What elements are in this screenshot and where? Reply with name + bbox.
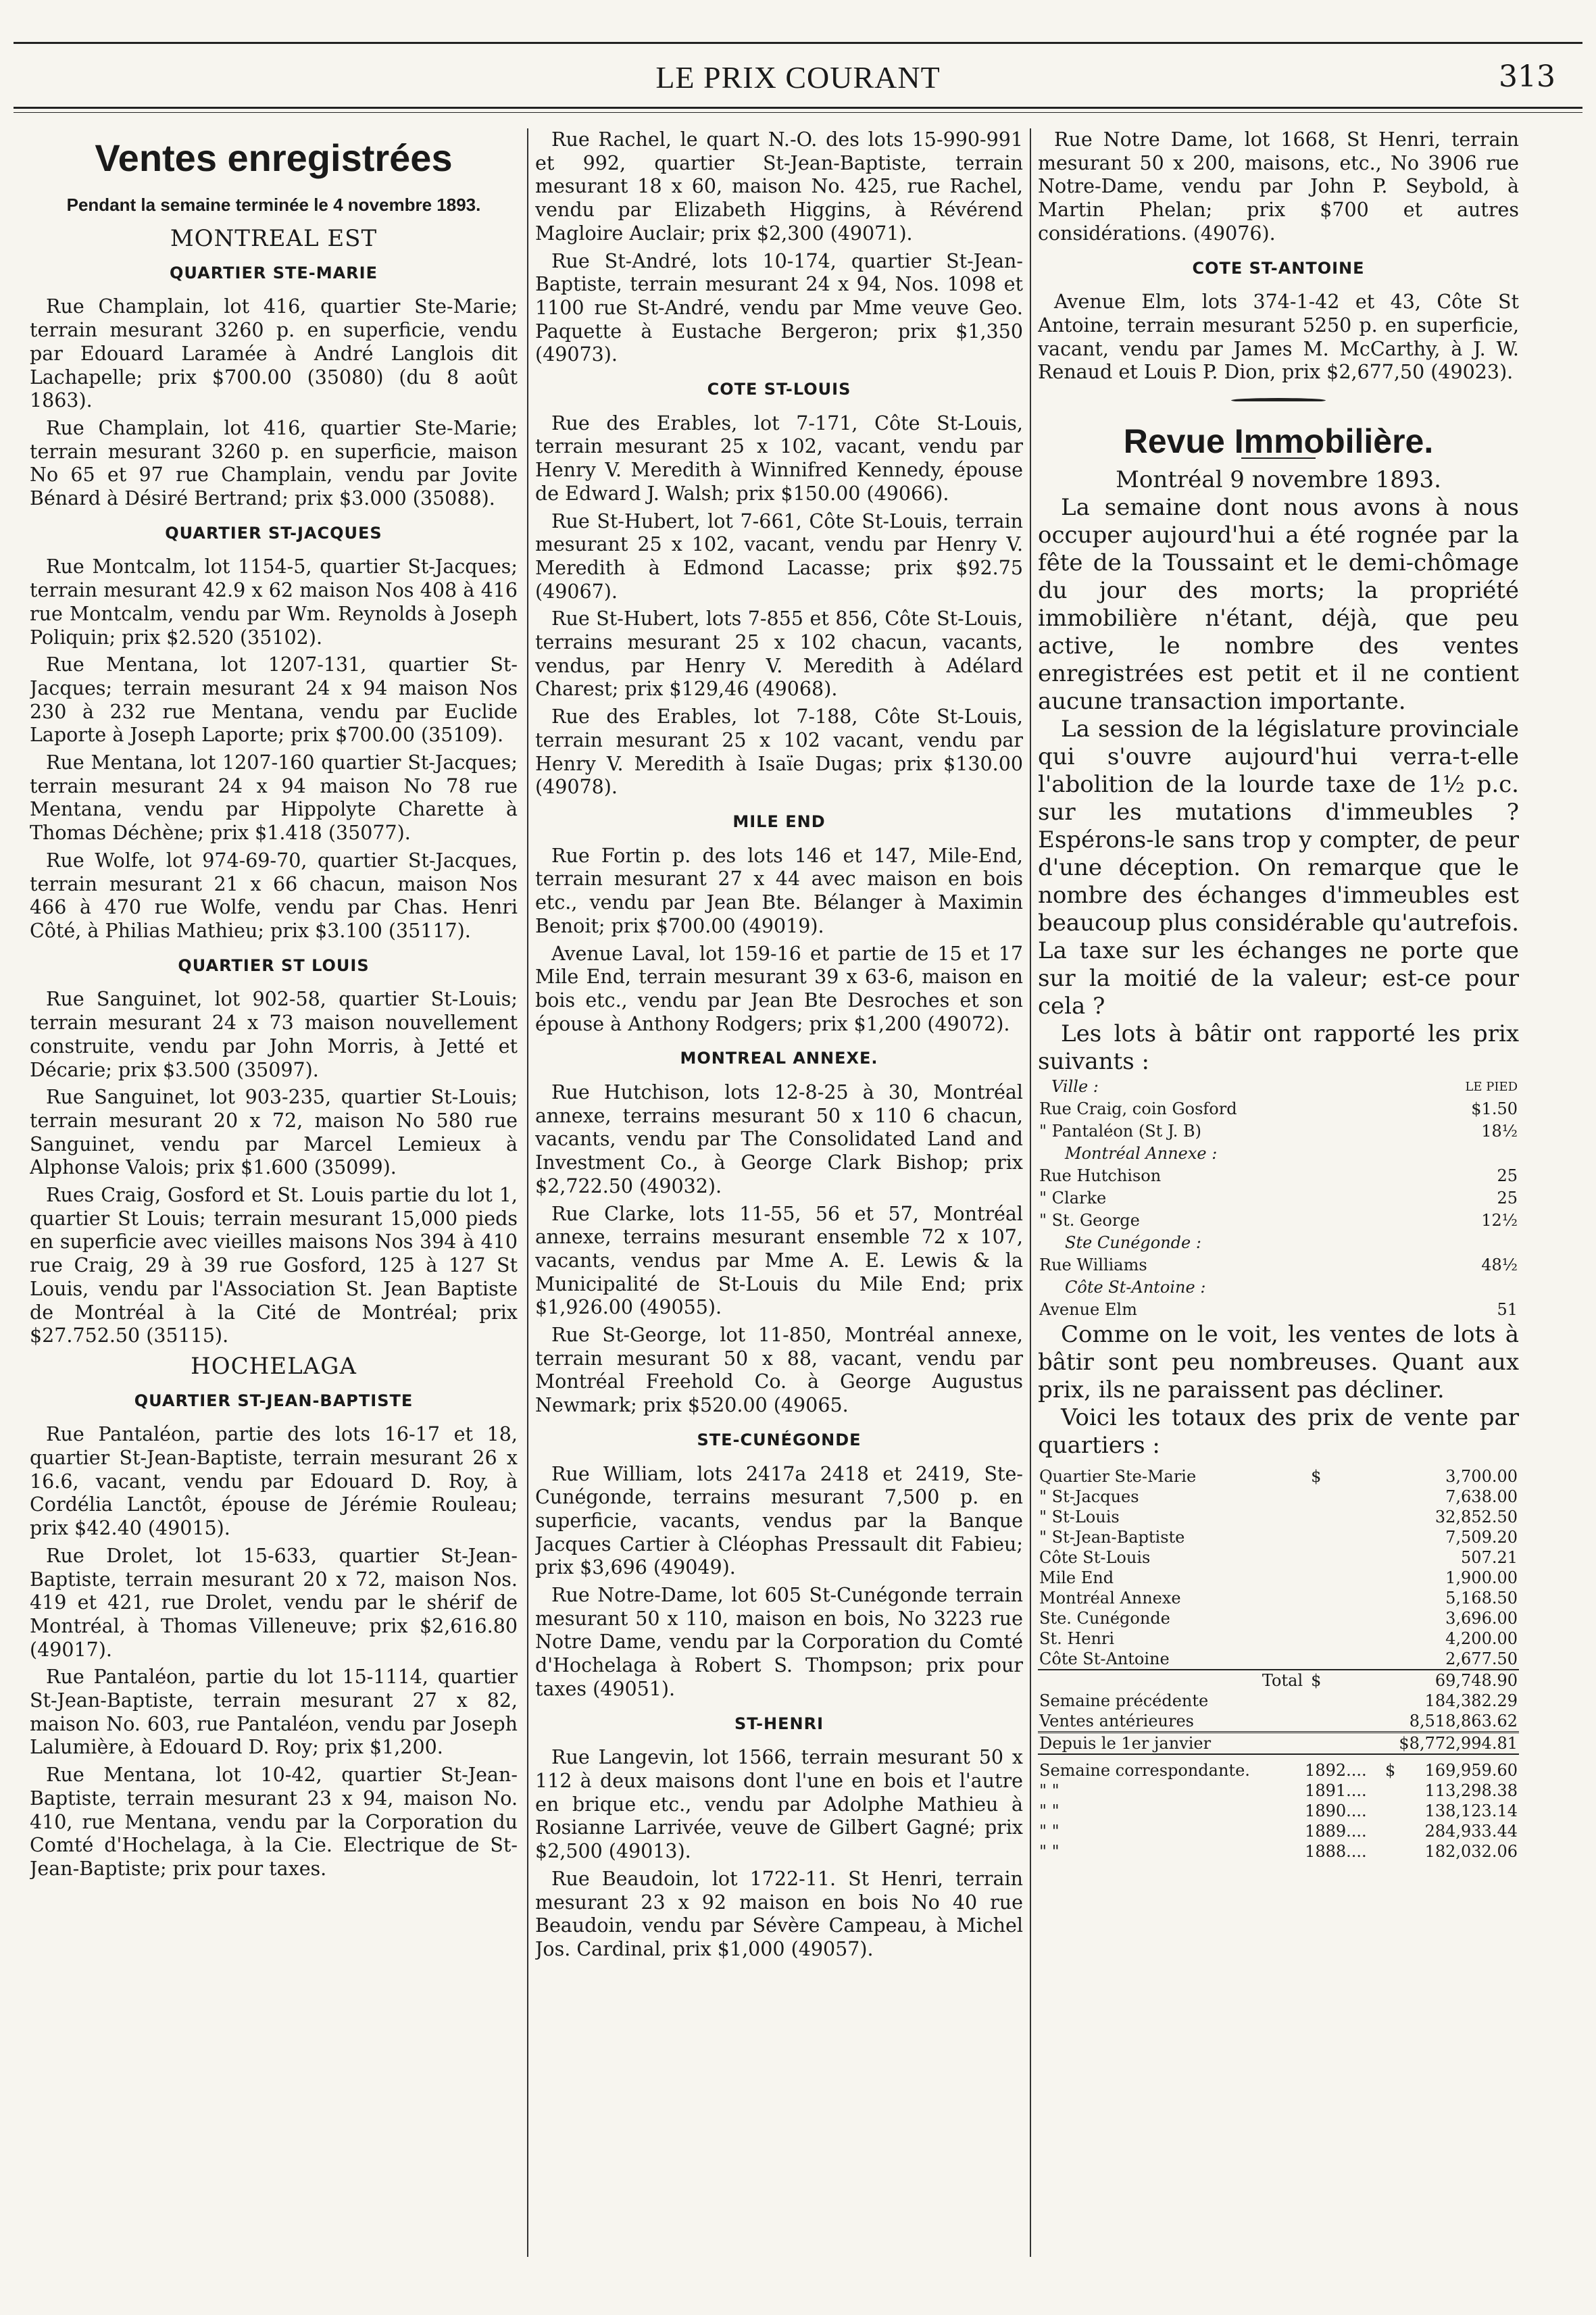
price-value: 51 [1497,1300,1518,1320]
price-row [1038,1165,1519,1187]
district-label: Côte St-Antoine [1039,1649,1170,1669]
sale-entry: Rue des Erables, lot 7-188, Côte St-Louis, terrain mesurant 25 x 102 vacant, vendu par Henry V. Meredith à Isaïe Dugas; prix $130.00 (49078). [535,705,1023,799]
currency [1384,1781,1400,1801]
district-value: 3,696.00 [1445,1609,1518,1628]
previous-value: 8,518,863.62 [1409,1712,1518,1731]
sale-entry: Rue Sanguinet, lot 903-235, quartier St-Louis; terrain mesurant 20 x 72, maison No 580 rue Sanguinet, vendu par Marcel Lemieux à Alphonse Valois; prix $1.600 (35099). [30,1086,518,1179]
column-divider [527,128,528,2257]
previous-label: Semaine précédente [1039,1691,1209,1711]
totals-table [1038,1466,1519,1755]
district-label: St. Henri [1039,1629,1115,1649]
district-value: 7,509.20 [1445,1528,1518,1547]
district-total-row [1038,1628,1519,1649]
quarter-heading: QUARTIER ST LOUIS [178,955,370,975]
year: 1891.... [1305,1781,1367,1801]
district-total-row [1038,1547,1519,1568]
previous-row [1038,1691,1519,1711]
table-header: Ville : [1051,1077,1099,1097]
district-value: 3,700.00 [1445,1467,1518,1487]
total-value: 69,748.90 [1330,1670,1519,1691]
article-paragraph: Voici les totaux des prix de vente par quartiers : [1038,1404,1519,1460]
district-total-row [1038,1466,1519,1487]
price-label: Rue Williams [1039,1255,1147,1275]
table-header: LE PIED [1465,1080,1518,1095]
sale-entry: Rue Beaudoin, lot 1722-11. St Henri, terrain mesurant 23 x 92 maison en bois No 40 rue Beaudoin, vendu par Sévère Campeau, à Michel Jos. Cardinal, prix $1,000 (49057). [535,1867,1023,1960]
entry-list [30,1423,518,1881]
sale-entry: Rue St-George, lot 11-850, Montréal annexe, terrain mesurant 50 x 88, vacant, vendu par Montréal Freehold Co. à George Augustus Newmark; prix $520.00 (49065. [535,1324,1023,1417]
price-value: 25 [1497,1166,1518,1186]
sale-entry: Rue William, lots 2417a 2418 et 2419, Ste-Cunégonde, terrains mesurant 7,500 p. en superficie, vacants, vendus par la Banque Jacques Cartier à Cléophas Pressault dit Fabieu; prix $3,696 (49049). [535,1462,1023,1579]
entry-list [30,988,518,1348]
sale-entry: Rue Fortin p. des lots 146 et 147, Mile-End, terrain mesurant 27 x 44 avec maison en bois etc., vendu par Jean Bte. Bélanger à Maximin Benoit; prix $700.00 (49019). [535,844,1023,937]
currency: $ [1310,1670,1330,1691]
entry-list [535,1081,1023,1418]
since-value: $8,772,994.81 [1330,1733,1519,1755]
district-total-row [1038,1507,1519,1527]
district-heading: COTE ST-LOUIS [707,380,851,399]
corresponding-value: 182,032.06 [1424,1842,1518,1862]
previous-value: 184,382.29 [1424,1691,1518,1711]
sale-entry: Rue Hutchison, lots 12-8-25 à 30, Montréal annexe, terrains mesurant 50 x 110 6 chacun, vacants, vendu par The Consolidated Land and Investment Co., à George Clark Bishop; prix $2,722.50 (49032). [535,1081,1023,1197]
corresponding-row [1038,1781,1519,1801]
column-1 [30,128,518,2264]
district-value: 1,900.00 [1445,1568,1518,1588]
currency [1310,1649,1330,1670]
corresponding-value: 284,933.44 [1424,1822,1518,1841]
district-total-row [1038,1608,1519,1628]
price-value [1415,1276,1519,1299]
sale-entry: Rue Langevin, lot 1566, terrain mesurant 50 x 112 à deux maisons dont l'une en bois et l'autre en brique etc., vendu par Adolphe Mathieu à Rosianne Larrivée, veuve de Gilbert Gagné; prix $2,500 (49013). [535,1746,1023,1863]
price-value: 48½ [1481,1255,1518,1275]
corresponding-row [1038,1760,1519,1781]
price-label: Montréal Annexe : [1065,1144,1218,1164]
sale-entry: Rue St-Hubert, lots 7-855 et 856, Côte St-Louis, terrains mesurant 25 x 102 chacun, vacants, vendus, par Henry V. Meredith à Adélard Charest; prix $129,46 (49068). [535,607,1023,701]
column-divider [1030,128,1031,2257]
district-label: Montréal Annexe [1039,1589,1181,1608]
price-label: " Pantaléon (St J. B) [1039,1122,1201,1141]
sale-entry: Rue Pantaléon, partie des lots 16-17 et 18, quartier St-Jean-Baptiste, terrain mesurant 26 x 16.6, vacant, vendu par Edouard D. Roy, à Cordélia Lanctôt, épouse de Jérémie Rouleau; prix $42.40 (49015). [30,1423,518,1540]
corresponding-value: 169,959.60 [1424,1761,1518,1781]
header-rule [14,107,1582,109]
entry-list [535,1463,1023,1701]
price-row [1038,1276,1519,1299]
lot-prices-table [1038,1076,1519,1321]
price-row [1038,1143,1519,1165]
district-label: Côte St-Louis [1039,1548,1151,1568]
total-row [1038,1670,1519,1691]
price-value [1415,1232,1519,1254]
corresponding-label: Semaine correspondante. [1039,1761,1250,1781]
price-label: Rue Hutchison [1039,1166,1162,1186]
sale-entry: Rue Clarke, lots 11-55, 56 et 57, Montréal annexe, terrains mesurant ensemble 72 x 107, vacants, vendus par Mme A. E. Lewis & la Municipalité de St-Louis du Mile End; prix $1,926.00 (49055). [535,1202,1023,1319]
sale-entry: Rue Pantaléon, partie du lot 15-1114, quartier St-Jean-Baptiste, terrain mesurant 27 x 82, maison No. 603, rue Pantaléon, vendu par Joseph Lalumière, à Edouard D. Roy; prix $1,200. [30,1666,518,1759]
article-paragraph: La session de la législature provinciale qui s'ouvre aujourd'hui verra-t-elle l'abolition de la lourde taxe de 1½ p.c. sur les mutations d'immeubles ? Espérons-le sans trop y compter, de peur d'une déception. On remarque que le nombre des échanges d'immeubles est beaucoup plus considérable qu'autrefois. La taxe sur les échanges ne porte que sur la moitié de la valeur; est-ce pour cela ? [1038,716,1519,1020]
entry-list [30,295,518,510]
section-heading: HOCHELAGA [191,1352,357,1380]
sale-entry: Rue Drolet, lot 15-633, quartier St-Jean-Baptiste, terrain mesurant 20 x 72, maison Nos. 419 et 421, rue Drolet, vendu par le shérif de Montréal, à Thomas Villeneuve; prix $2,616.80 (49017). [30,1544,518,1661]
total-label: Total [1038,1670,1310,1691]
price-label: " Clarke [1039,1189,1107,1208]
sale-entry: Rues Craig, Gosford et St. Louis partie du lot 1, quartier St Louis; terrain mesurant 15,000 pieds en superficie avec vieilles maisons Nos 394 à 410 rue Craig, 29 à 39 rue Gosford, 125 à 127 St Louis, vendu par l'Association St. Jean Baptiste de Montréal à la Cité de Montréal; prix $27.752.50 (35115). [30,1184,518,1347]
quarter-heading: QUARTIER ST-JEAN-BAPTISTE [134,1391,414,1410]
sale-entry: Rue Rachel, le quart N.-O. des lots 15-990-991 et 992, quartier St-Jean-Baptiste, terrain mesurant 18 x 60, maison No. 425, rue Rachel, vendu par Elizabeth Higgins, à Révérend Magloire Auclair; prix $2,300 (49071). [535,128,1023,245]
price-row [1038,1254,1519,1276]
lot-prices-body [1038,1098,1519,1321]
article-paragraph: Les lots à bâtir ont rapporté les prix suivants : [1038,1020,1519,1076]
district-heading: MONTREAL ANNEXE. [680,1049,878,1068]
price-row [1038,1120,1519,1143]
section-heading: MONTREAL EST [170,225,378,252]
district-heading: ST-HENRI [734,1714,824,1733]
price-row [1038,1232,1519,1254]
price-label: Ste Cunégonde : [1065,1233,1201,1253]
price-label: Côte St-Antoine : [1065,1278,1206,1297]
since-january-row [1038,1733,1519,1755]
district-value: 507.21 [1461,1548,1518,1568]
district-total-row [1038,1588,1519,1608]
sale-entry: Rue Mentana, lot 1207-131, quartier St-Jacques; terrain mesurant 24 x 94 maison Nos 230 à 232 rue Mentana, vendu par Euclide Laporte à Joseph Laporte; prix $700.00 (35109). [30,653,518,747]
price-value: 18½ [1481,1122,1518,1141]
spacer [1310,1691,1330,1711]
column-3 [1038,128,1519,2264]
district-label: " St-Louis [1039,1508,1120,1527]
sale-entry: Rue Wolfe, lot 974-69-70, quartier St-Jacques, terrain mesurant 21 x 66 chacun, maison Nos 466 à 470 rue Wolfe, vendu par Chas. Henri Côté, à Philias Mathieu; prix $3.100 (35117). [30,849,518,942]
column-2 [535,128,1023,2264]
corresponding-label: " " [1039,1842,1059,1862]
district-label: Quartier Ste-Marie [1039,1467,1197,1487]
previous-row [1038,1711,1519,1733]
district-heading: MILE END [732,812,826,831]
sale-entry: Avenue Elm, lots 374-1-42 et 43, Côte St Antoine, terrain mesurant 5250 p. en superficie, vacant, vendu par James M. McCarthy, à J. W. Renaud et Louis P. Dion, prix $2,677,50 (49023). [1038,291,1519,384]
corresponding-label: " " [1039,1801,1059,1821]
currency [1384,1801,1400,1821]
entry-list [535,845,1023,1037]
corresponding-body [1038,1760,1519,1862]
top-border [14,42,1582,44]
district-value: 5,168.50 [1445,1589,1518,1608]
price-row [1038,1187,1519,1210]
price-label: " St. George [1039,1211,1140,1230]
price-value: 12½ [1481,1211,1518,1230]
sale-entry: Rue Notre-Dame, lot 605 St-Cunégonde terrain mesurant 50 x 110, maison en bois, No 3223 rue Notre Dame, vendu par la Corporation du Comté d'Hochelaga à Robert S. Thompson; prix pour taxes (49051). [535,1584,1023,1700]
currency [1310,1568,1330,1588]
currency: $ [1385,1761,1396,1781]
quarter-heading: QUARTIER STE-MARIE [170,263,378,282]
page-number: 313 [1499,59,1555,94]
corresponding-label: " " [1039,1822,1059,1841]
district-label: " St-Jacques [1039,1487,1139,1507]
previous-label: Ventes antérieures [1039,1712,1194,1731]
district-total-row [1038,1527,1519,1547]
district-value: 2,677.50 [1445,1649,1518,1669]
district-total-row [1038,1568,1519,1588]
sale-entry: Rue Mentana, lot 1207-160 quartier St-Jacques; terrain mesurant 24 x 94 maison No 78 rue Mentana, vendu par Hippolyte Charette à Thomas Déchène; prix $1.418 (35077). [30,751,518,845]
sale-entry: Rue Champlain, lot 416, quartier Ste-Marie; terrain mesurant 3260 p. en superficie, vendu par Edouard Laramée à André Langlois dit Lachapelle; prix $700.00 (35080) (du 8 août 1863). [30,295,518,412]
currency [1310,1547,1330,1568]
price-value [1415,1143,1519,1165]
sale-entry: Rue Champlain, lot 416, quartier Ste-Marie; terrain mesurant 3260 p. en superficie, maison No 65 et 97 rue Champlain, vendu par Jovite Bénard à Désiré Bertrand; prix $3.000 (35088). [30,416,518,510]
sale-entry: Rue Sanguinet, lot 902-58, quartier St-Louis; terrain mesurant 24 x 73 maison nouvellement construite, vendu par John Morris, à Jetté et Décarie; prix $3.500 (35097). [30,988,518,1081]
price-row [1038,1299,1519,1321]
sale-entry: Rue St-Hubert, lot 7-661, Côte St-Louis, terrain mesurant 25 x 102, vacant, vendu par Henry V. Meredith à Edmond Lacasse; prix $92.75 (49067). [535,509,1023,603]
price-label: Avenue Elm [1039,1300,1137,1320]
entry-list [30,555,518,943]
corresponding-weeks-table [1038,1760,1519,1862]
currency [1310,1608,1330,1628]
price-label: Rue Craig, coin Gosford [1039,1099,1237,1119]
entry-list [535,1746,1023,1961]
year: 1890.... [1305,1801,1367,1821]
sale-entry: Rue Mentana, lot 10-42, quartier St-Jean-Baptiste, terrain mesurant 23 x 94, maison No. 410, rue Mentana, vendu par la Corporation du Comté d'Hochelaga, à la Cie. Electrique de St-Jean-Baptiste; prix pour taxes. [30,1764,518,1880]
district-value: 4,200.00 [1445,1629,1518,1649]
corresponding-label: " " [1039,1781,1059,1801]
running-title: LE PRIX COURANT [655,60,941,95]
district-label: Ste. Cunégonde [1039,1609,1170,1628]
sale-entry: Rue St-André, lots 10-174, quartier St-Jean-Baptiste, terrain mesurant 24 x 94, Nos. 1098 et 1100 rue St-André, vendu par Mme veuve Geo. Paquette à Eustache Bergeron; prix $1,350 (49073). [535,249,1023,366]
page-header [0,54,1596,108]
price-value: 25 [1497,1189,1518,1208]
currency [1384,1821,1400,1841]
since-label: Depuis le 1er janvier [1038,1733,1310,1755]
ventes-title: Ventes enregistrées [95,136,453,179]
corresponding-row [1038,1841,1519,1862]
entry-list [535,412,1023,799]
district-heading: STE-CUNÉGONDE [697,1430,862,1449]
district-label: " St-Jean-Baptiste [1039,1528,1185,1547]
price-value: $1.50 [1471,1099,1518,1119]
entry-list [535,128,1023,367]
spacer [1310,1711,1330,1733]
currency [1310,1527,1330,1547]
article-paragraph: Comme on le voit, les ventes de lots à bâtir sont peu nombreuses. Quant aux prix, ils ne paraissent pas décliner. [1038,1321,1519,1404]
header-rule-thin [14,112,1582,113]
corresponding-value: 113,298.38 [1424,1781,1518,1801]
ventes-subtitle: Pendant la semaine terminée le 4 novembre 1893. [66,195,481,215]
district-value: 32,852.50 [1435,1508,1518,1527]
revue-title: Revue Immobilière. [1123,422,1434,461]
dateline: Montréal 9 novembre 1893. [1116,466,1441,493]
currency: $ [1311,1467,1322,1487]
ornament-divider [1231,398,1326,403]
district-total-row [1038,1487,1519,1507]
year: 1888.... [1305,1842,1367,1862]
district-heading: COTE ST-ANTOINE [1192,258,1365,278]
district-value: 7,638.00 [1445,1487,1518,1507]
currency [1310,1487,1330,1507]
previous-totals [1038,1691,1519,1733]
year: 1892.... [1305,1761,1367,1781]
currency [1310,1588,1330,1608]
district-label: Mile End [1039,1568,1114,1588]
currency [1310,1507,1330,1527]
year: 1889.... [1305,1822,1367,1841]
sale-entry: Rue Montcalm, lot 1154-5, quartier St-Jacques; terrain mesurant 42.9 x 62 maison Nos 408 à 416 rue Montcalm, vendu par Wm. Reynolds à Joseph Poliquin; prix $2.520 (35102). [30,555,518,649]
corresponding-value: 138,123.14 [1424,1801,1518,1821]
sale-entry: Avenue Laval, lot 159-16 et partie de 15 et 17 Mile End, terrain mesurant 39 x 63-6, maison en bois etc., vendu par Jean Bte Desroches et son épouse à Anthony Rodgers; prix $1,200 (49072). [535,942,1023,1035]
totals-body [1038,1466,1519,1670]
table-header-row [1038,1076,1519,1098]
article-paragraph: La semaine dont nous avons à nous occuper aujourd'hui a été rognée par la fête de la Toussaint et le demi-chômage du jour des morts; la propriété immobilière n'étant, déjà, que peu active, le nombre des ventes enregistrées est petit et il ne contient aucune transaction importante. [1038,494,1519,716]
currency [1310,1628,1330,1649]
price-row [1038,1098,1519,1120]
currency [1384,1841,1400,1862]
sale-entry: Rue Notre Dame, lot 1668, St Henri, terrain mesurant 50 x 200, maisons, etc., No 3906 rue Notre-Dame, vendu par John P. Seybold, à Martin Phelan; prix $700 et autres considérations. (49076). [1038,128,1519,245]
quarter-heading: QUARTIER ST-JACQUES [165,523,382,543]
corresponding-row [1038,1821,1519,1841]
sale-entry: Rue des Erables, lot 7-171, Côte St-Louis, terrain mesurant 25 x 102, vacant, vendu par Henry V. Meredith à Winnifred Kennedy, épouse de Edward J. Walsh; prix $150.00 (49066). [535,412,1023,505]
price-row [1038,1210,1519,1232]
district-total-row [1038,1649,1519,1670]
corresponding-row [1038,1801,1519,1821]
